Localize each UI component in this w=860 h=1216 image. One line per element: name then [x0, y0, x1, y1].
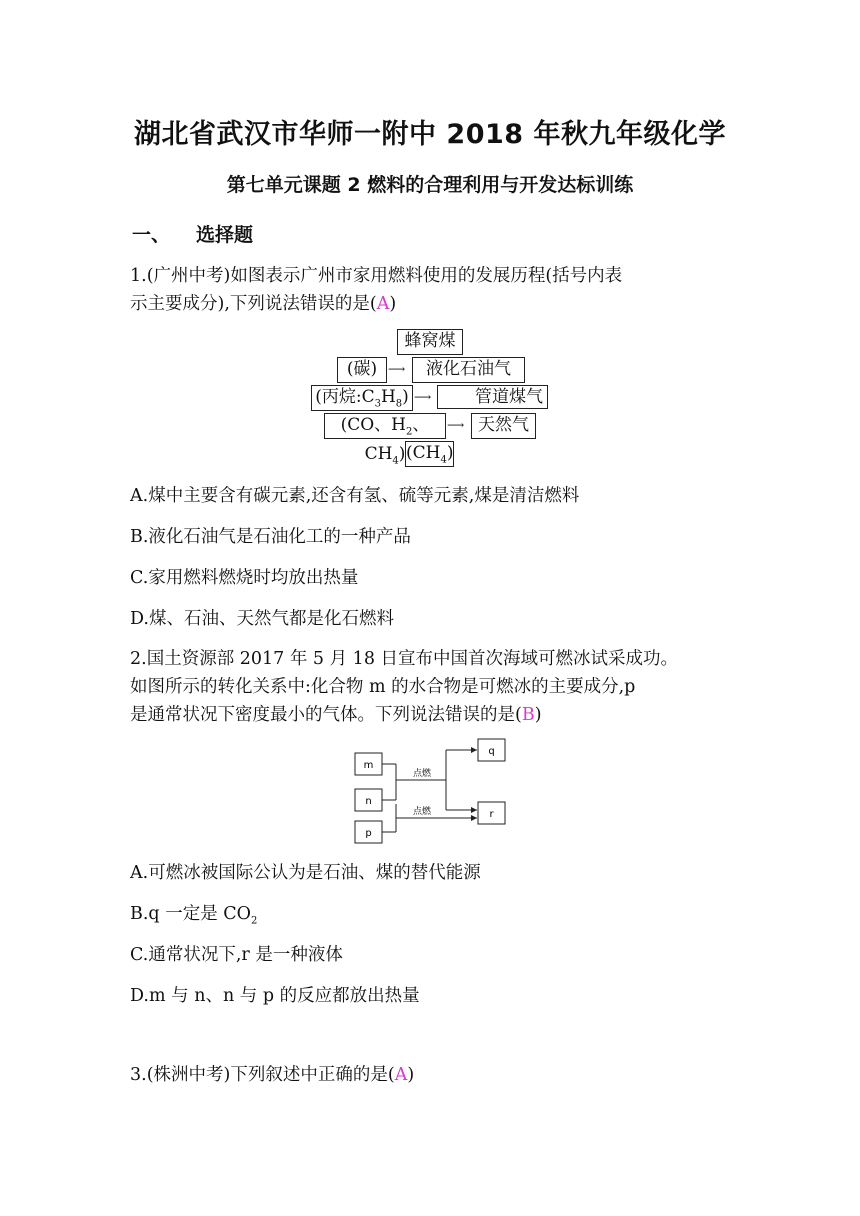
section-number: 一、	[132, 224, 171, 246]
box-ch4: $(CH_4)$	[406, 443, 454, 466]
box-pipeline-gas: 管道煤气	[437, 385, 548, 409]
label-r: r	[489, 809, 494, 820]
question-2-option-b: B.q 一定是 $CO_2$	[130, 904, 258, 927]
question-1-line-2: 示主要成分),下列说法错误的是(A)	[130, 294, 397, 314]
question-2-line-2: 如图所示的转化关系中:化合物 m 的水合物是可燃冰的主要成分,p	[130, 677, 636, 697]
arrow-right-icon: ⟶	[388, 362, 406, 376]
box-honeycomb-coal: 蜂窝煤	[397, 329, 463, 355]
question-2-option-c: C.通常状况下,r 是一种液体	[130, 945, 343, 965]
question-2-option-a: A.可燃冰被国际公认为是石油、煤的替代能源	[130, 863, 481, 883]
label-q: q	[488, 746, 495, 757]
arrow-right-icon: ⟶	[447, 418, 465, 432]
label-m: m	[363, 760, 374, 771]
label-ignite-2: 点燃	[412, 807, 432, 817]
label-ignite-1: 点燃	[412, 769, 432, 779]
box-co-h2-ch4: (CO、$H_2$、$CH_4$)	[324, 413, 446, 439]
section-label: 选择题	[196, 224, 254, 246]
question-1-line-1: 1.(广州中考)如图表示广州市家用燃料使用的发展历程(括号内表	[130, 266, 623, 286]
question-2-stem	[130, 645, 678, 729]
question-1-option-d: D.煤、石油、天然气都是化石燃料	[130, 609, 394, 629]
page-title: 湖北省武汉市华师一附中 2018 年秋九年级化学	[134, 119, 726, 150]
question-3-stem: 3.(株洲中考)下列叙述中正确的是(A)	[130, 1065, 415, 1085]
question-2-figure	[348, 736, 514, 846]
box-lpg: 液化石油气	[412, 357, 525, 383]
label-p: p	[365, 828, 372, 839]
section-heading	[132, 220, 253, 247]
label-n: n	[365, 796, 372, 807]
question-2-line-3: 是通常状况下密度最小的气体。下列说法错误的是(B)	[130, 705, 542, 725]
box-carbon: (碳)	[337, 357, 387, 383]
question-1-option-a: A.煤中主要含有碳元素,还含有氢、硫等元素,煤是清洁燃料	[130, 486, 580, 506]
box-natural-gas: 天然气	[471, 413, 536, 439]
question-1-option-b: B.液化石油气是石油化工的一种产品	[130, 527, 411, 547]
question-2-option-d: D.m 与 n、n 与 p 的反应都放出热量	[130, 986, 420, 1006]
question-2-answer: B	[521, 705, 535, 725]
page-subtitle: 第七单元课题 2 燃料的合理利用与开发达标训练	[226, 174, 634, 196]
question-1-answer: A	[376, 294, 390, 314]
arrow-right-icon: ⟶	[414, 390, 432, 404]
question-3-answer: A	[394, 1065, 408, 1085]
box-propane: (丙烷$:C_3H_8$)	[311, 385, 413, 411]
question-1-stem	[130, 262, 622, 318]
question-1-option-c: C.家用燃料燃烧时均放出热量	[130, 568, 359, 588]
question-2-line-1: 2.国土资源部 2017 年 5 月 18 日宣布中国首次海域可燃冰试采成功。	[130, 649, 679, 669]
